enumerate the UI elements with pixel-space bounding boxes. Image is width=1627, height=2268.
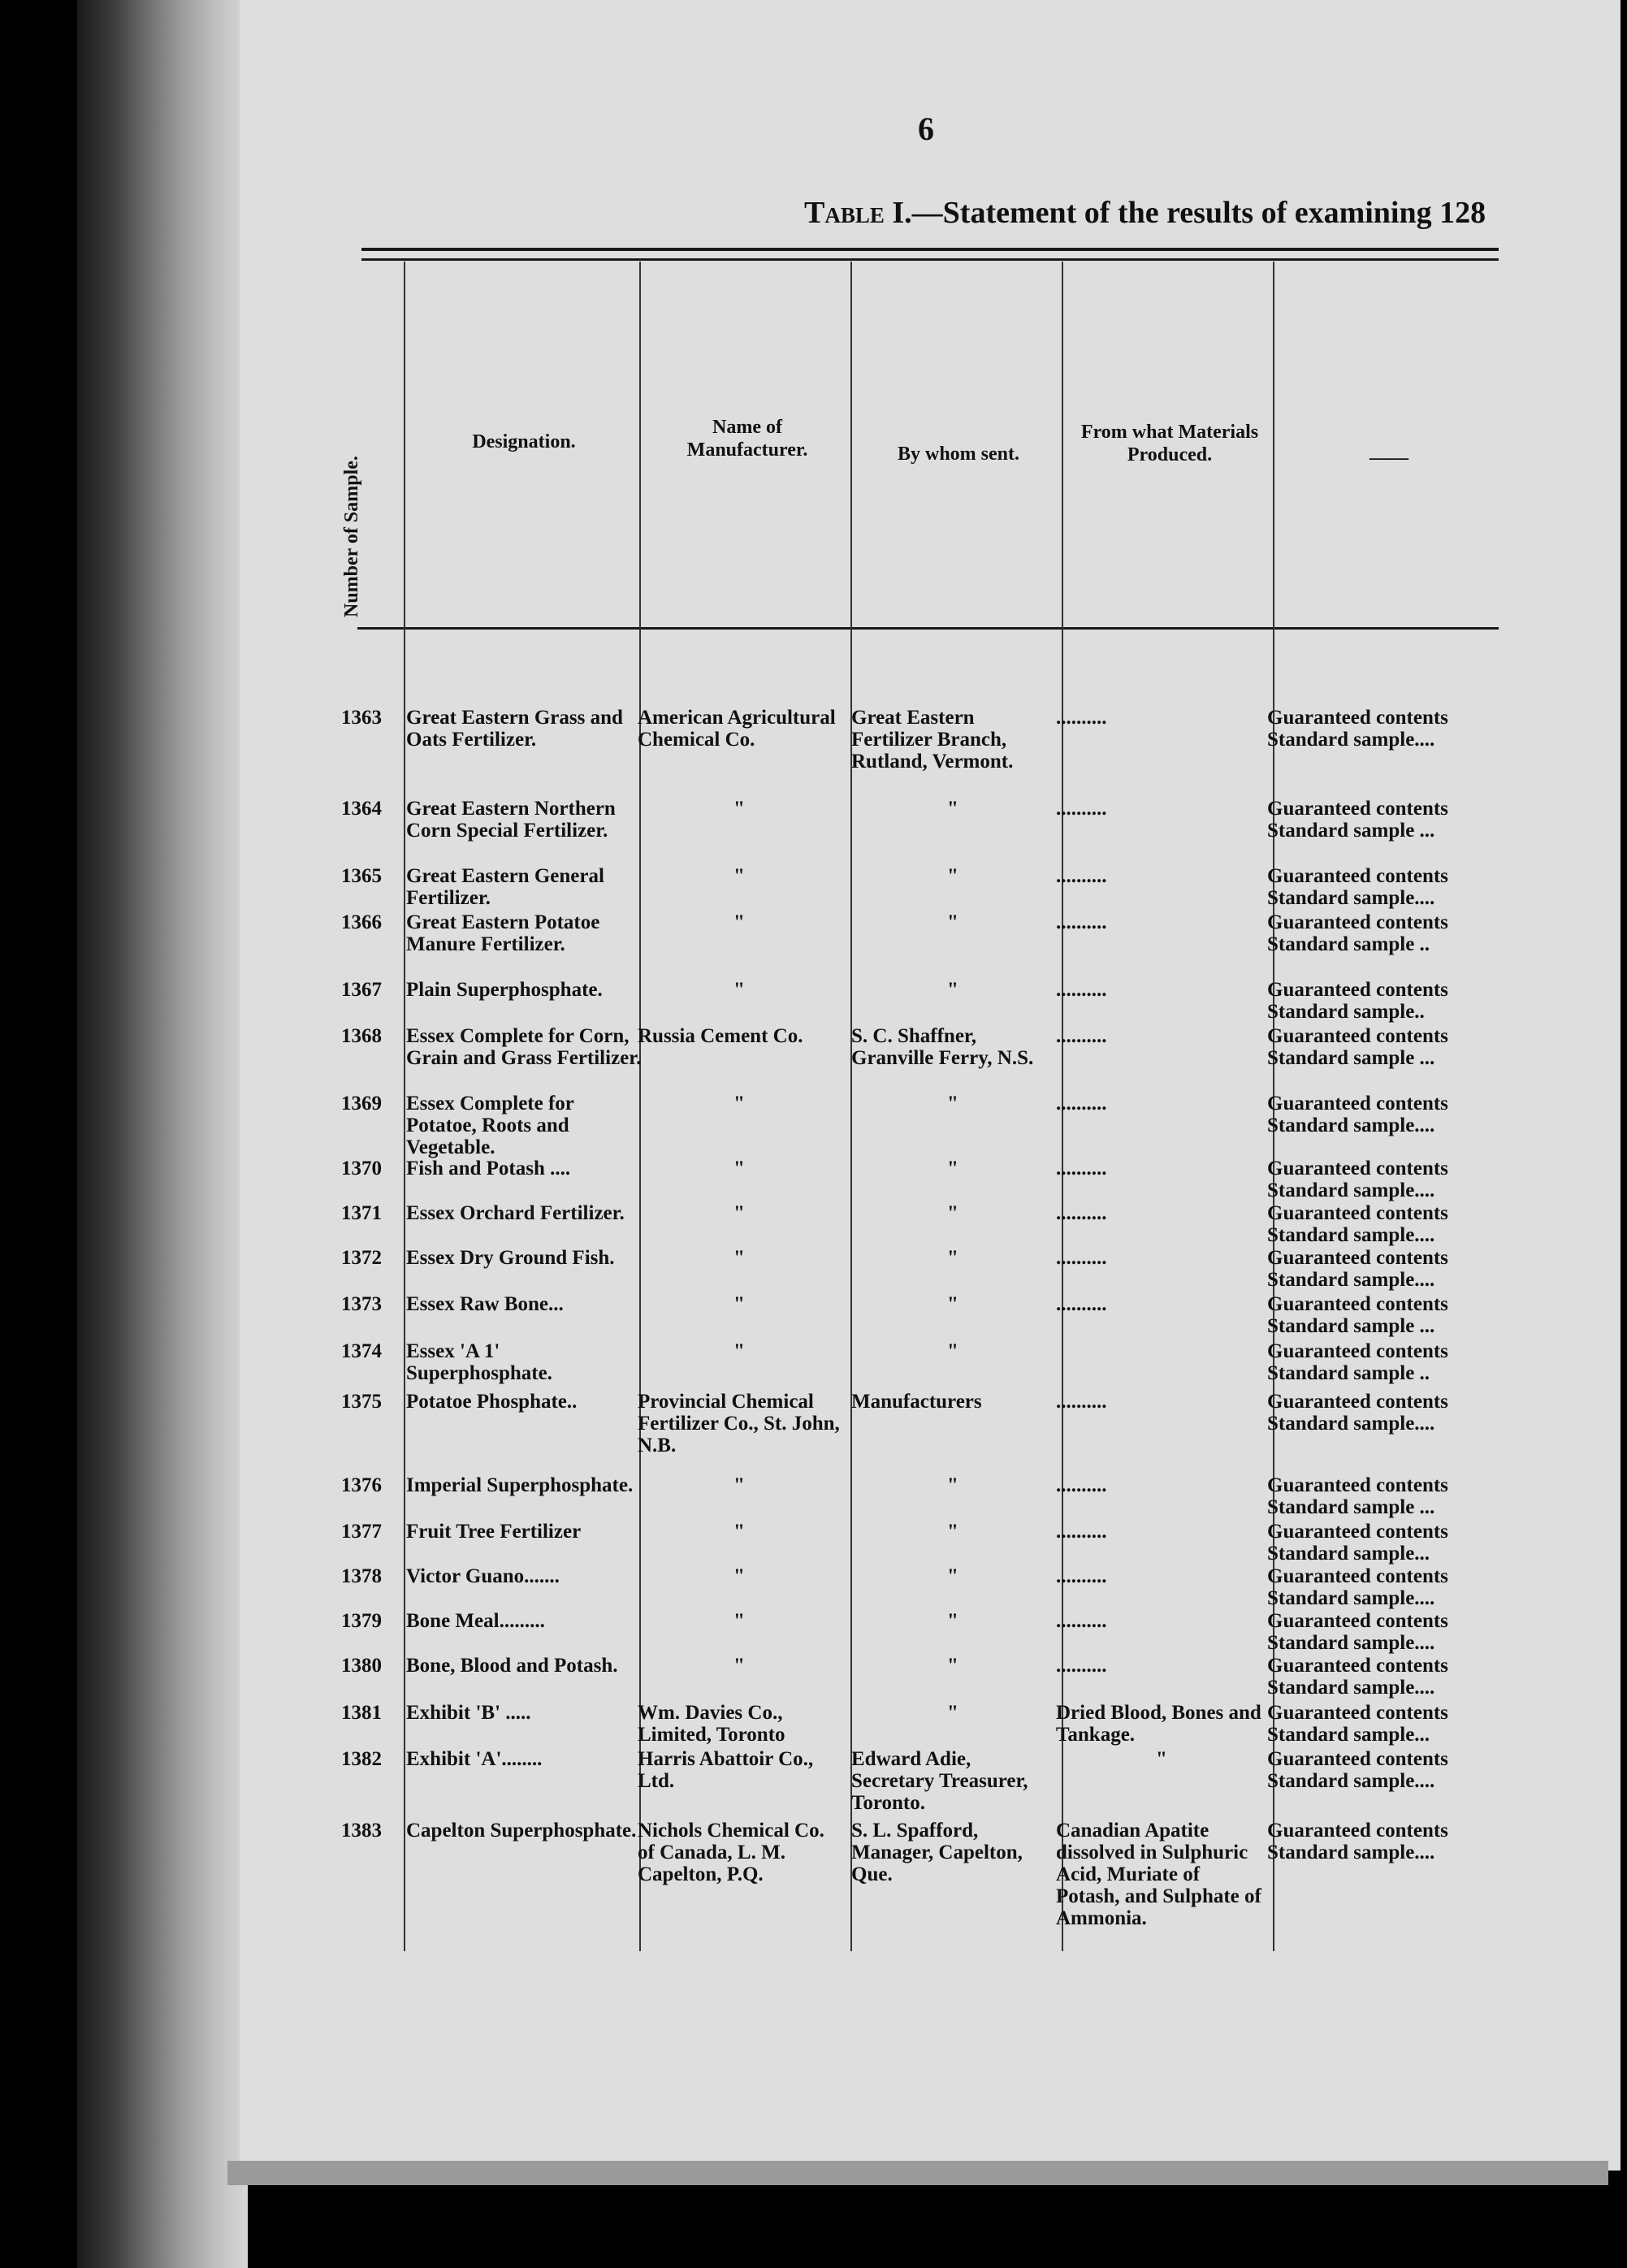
designation-cell: Essex Complete for Corn, Grain and Grass Fertilizer. xyxy=(406,1025,642,1069)
manufacturer-cell: " xyxy=(733,1340,745,1362)
sent-by-cell: " xyxy=(947,1093,958,1115)
designation-cell: Great Eastern Grass and Oats Fertilizer. xyxy=(406,707,623,751)
result-line: Guaranteed contents xyxy=(1267,1202,1448,1224)
header-number: Number of Sample. xyxy=(341,456,362,617)
materials-cell: .......... xyxy=(1056,1610,1107,1632)
materials-cell: " xyxy=(1156,1748,1167,1770)
sample-number: 1367 xyxy=(341,979,382,1001)
manufacturer-cell: " xyxy=(733,1158,745,1179)
sent-by-cell: " xyxy=(947,1610,958,1632)
sent-by-cell: " xyxy=(947,1247,958,1269)
materials-cell: .......... xyxy=(1056,865,1107,887)
header-manufacturer: Name of Manufacturer. xyxy=(686,417,808,461)
result-line: Guaranteed contents xyxy=(1267,1702,1448,1724)
designation-cell: Capelton Superphosphate. xyxy=(406,1820,637,1842)
header-rule-bottom xyxy=(361,258,1499,261)
materials-cell: .......... xyxy=(1056,911,1107,933)
materials-cell: .......... xyxy=(1056,1655,1107,1677)
designation-cell: Exhibit 'B' ..... xyxy=(406,1702,531,1724)
designation-cell: Bone Meal......... xyxy=(406,1610,545,1632)
designation-cell: Bone, Blood and Potash. xyxy=(406,1655,618,1677)
sent-by-cell: " xyxy=(947,1293,958,1315)
materials-cell: .......... xyxy=(1056,979,1107,1001)
materials-cell: .......... xyxy=(1056,1158,1107,1179)
materials-cell: .......... xyxy=(1056,1293,1107,1315)
column-divider xyxy=(404,262,405,1951)
sample-number: 1382 xyxy=(341,1748,382,1770)
manufacturer-cell: Harris Abattoir Co., Ltd. xyxy=(638,1748,814,1792)
result-line: Standard sample.... xyxy=(1267,1224,1435,1246)
sent-by-cell: Manufacturers xyxy=(851,1391,982,1413)
result-line: Standard sample ... xyxy=(1267,1496,1435,1518)
result-line: Guaranteed contents xyxy=(1267,1247,1448,1269)
designation-cell: Fish and Potash .... xyxy=(406,1158,571,1179)
sent-by-cell: " xyxy=(947,1655,958,1677)
manufacturer-cell: " xyxy=(733,979,745,1001)
result-line: Guaranteed contents xyxy=(1267,1025,1448,1047)
result-line: Standard sample.... xyxy=(1267,1179,1435,1201)
table-caption: —Statement of the results of examining 128 xyxy=(911,196,1486,230)
materials-cell: .......... xyxy=(1056,1093,1107,1115)
sent-by-cell: " xyxy=(947,865,958,887)
header-materials: From what Materials Produced. xyxy=(1080,422,1259,465)
result-line: Guaranteed contents xyxy=(1267,979,1448,1001)
sample-number: 1363 xyxy=(341,707,382,729)
materials-cell: .......... xyxy=(1056,1247,1107,1269)
result-line: Guaranteed contents xyxy=(1267,1655,1448,1677)
materials-cell: .......... xyxy=(1056,707,1107,729)
result-line: Standard sample.. xyxy=(1267,1001,1425,1023)
manufacturer-cell: " xyxy=(733,1293,745,1315)
sample-number: 1373 xyxy=(341,1293,382,1315)
result-line: Guaranteed contents xyxy=(1267,1340,1448,1362)
result-line: Standard sample.... xyxy=(1267,729,1435,751)
result-line: Standard sample.... xyxy=(1267,1413,1435,1435)
page-edge xyxy=(227,2161,1608,2185)
designation-cell: Great Eastern General Fertilizer. xyxy=(406,865,604,909)
materials-cell: .......... xyxy=(1056,1025,1107,1047)
manufacturer-cell: Nichols Chemical Co. of Canada, L. M. Capelton, P.Q. xyxy=(638,1820,824,1885)
sample-number: 1369 xyxy=(341,1093,382,1115)
table-label: Table I. xyxy=(804,196,912,230)
sent-by-cell: " xyxy=(947,979,958,1001)
result-line: Standard sample.... xyxy=(1267,1632,1435,1654)
result-line: Guaranteed contents xyxy=(1267,1474,1448,1496)
header-blank: —— xyxy=(1370,448,1408,469)
sent-by-cell: " xyxy=(947,911,958,933)
sent-by-cell: " xyxy=(947,1158,958,1179)
sample-number: 1375 xyxy=(341,1391,382,1413)
result-line: Standard sample .. xyxy=(1267,1362,1430,1384)
result-line: Guaranteed contents xyxy=(1267,1610,1448,1632)
manufacturer-cell: " xyxy=(733,1474,745,1496)
manufacturer-cell: " xyxy=(733,865,745,887)
sample-number: 1379 xyxy=(341,1610,382,1632)
materials-cell: .......... xyxy=(1056,1202,1107,1224)
manufacturer-cell: " xyxy=(733,1565,745,1587)
designation-cell: Essex Dry Ground Fish. xyxy=(406,1247,615,1269)
sent-by-cell: " xyxy=(947,798,958,820)
manufacturer-cell: Wm. Davies Co., Limited, Toronto xyxy=(638,1702,785,1746)
sample-number: 1380 xyxy=(341,1655,382,1677)
sample-number: 1383 xyxy=(341,1820,382,1842)
materials-cell: .......... xyxy=(1056,798,1107,820)
manufacturer-cell: " xyxy=(733,798,745,820)
materials-cell: Dried Blood, Bones and Tankage. xyxy=(1056,1702,1261,1746)
sample-number: 1364 xyxy=(341,798,382,820)
result-line: Guaranteed contents xyxy=(1267,707,1448,729)
header-separator xyxy=(357,627,1499,630)
header-designation: Designation. xyxy=(472,431,576,452)
result-line: Standard sample.... xyxy=(1267,1115,1435,1136)
designation-cell: Plain Superphosphate. xyxy=(406,979,603,1001)
sent-by-cell: " xyxy=(947,1702,958,1724)
sent-by-cell: Edward Adie, Secretary Treasurer, Toronto. xyxy=(851,1748,1028,1814)
result-line: Guaranteed contents xyxy=(1267,1521,1448,1543)
result-line: Guaranteed contents xyxy=(1267,1158,1448,1179)
designation-cell: Fruit Tree Fertilizer xyxy=(406,1521,582,1543)
designation-cell: Victor Guano....... xyxy=(406,1565,560,1587)
result-line: Standard sample .. xyxy=(1267,933,1430,955)
result-line: Standard sample... xyxy=(1267,1724,1430,1746)
sample-number: 1376 xyxy=(341,1474,382,1496)
result-line: Standard sample.... xyxy=(1267,1677,1435,1699)
result-line: Guaranteed contents xyxy=(1267,1093,1448,1115)
result-line: Standard sample ... xyxy=(1267,1315,1435,1337)
sample-number: 1378 xyxy=(341,1565,382,1587)
result-line: Standard sample ... xyxy=(1267,820,1435,842)
sample-number: 1371 xyxy=(341,1202,382,1224)
sample-number: 1381 xyxy=(341,1702,382,1724)
sent-by-cell: S. C. Shaffner, Granville Ferry, N.S. xyxy=(851,1025,1034,1069)
result-line: Standard sample.... xyxy=(1267,887,1435,909)
table-title xyxy=(804,195,1486,231)
manufacturer-cell: American Agricultural Chemical Co. xyxy=(638,707,836,751)
sample-number: 1377 xyxy=(341,1521,382,1543)
header-rule-top xyxy=(361,248,1499,251)
page-number: 6 xyxy=(918,110,934,147)
sent-by-cell: " xyxy=(947,1474,958,1496)
designation-cell: Great Eastern Northern Corn Special Fertilizer. xyxy=(406,798,616,842)
result-line: Guaranteed contents xyxy=(1267,1391,1448,1413)
result-line: Guaranteed contents xyxy=(1267,865,1448,887)
manufacturer-cell: " xyxy=(733,1247,745,1269)
designation-cell: Essex Orchard Fertilizer. xyxy=(406,1202,625,1224)
materials-cell: .......... xyxy=(1056,1474,1107,1496)
sample-number: 1366 xyxy=(341,911,382,933)
sample-number: 1370 xyxy=(341,1158,382,1179)
materials-cell: .......... xyxy=(1056,1565,1107,1587)
manufacturer-cell: " xyxy=(733,1655,745,1677)
sample-number: 1372 xyxy=(341,1247,382,1269)
designation-cell: Essex Raw Bone... xyxy=(406,1293,564,1315)
sent-by-cell: Great Eastern Fertilizer Branch, Rutland, Vermont. xyxy=(851,707,1014,773)
designation-cell: Exhibit 'A'........ xyxy=(406,1748,543,1770)
result-line: Standard sample.... xyxy=(1267,1269,1435,1291)
sample-number: 1368 xyxy=(341,1025,382,1047)
result-line: Standard sample ... xyxy=(1267,1047,1435,1069)
result-line: Guaranteed contents xyxy=(1267,798,1448,820)
designation-cell: Essex Complete for Potatoe, Roots and Vegetable. xyxy=(406,1093,574,1158)
result-line: Guaranteed contents xyxy=(1267,911,1448,933)
manufacturer-cell: Provincial Chemical Fertilizer Co., St. John, N.B. xyxy=(638,1391,840,1456)
designation-cell: Potatoe Phosphate.. xyxy=(406,1391,578,1413)
result-line: Standard sample.... xyxy=(1267,1770,1435,1792)
manufacturer-cell: " xyxy=(733,1610,745,1632)
sent-by-cell: S. L. Spafford, Manager, Capelton, Que. xyxy=(851,1820,1023,1885)
manufacturer-cell: " xyxy=(733,1202,745,1224)
sent-by-cell: " xyxy=(947,1340,958,1362)
result-line: Guaranteed contents xyxy=(1267,1748,1448,1770)
materials-cell: .......... xyxy=(1056,1391,1107,1413)
book-binding xyxy=(77,0,248,2268)
header-sent-by: By whom sent. xyxy=(897,444,1019,465)
designation-cell: Imperial Superphosphate. xyxy=(406,1474,634,1496)
manufacturer-cell: Russia Cement Co. xyxy=(638,1025,803,1047)
materials-cell: Canadian Apatite dissolved in Sulphuric Acid, Muriate of Potash, and Sulphate of Ammonia. xyxy=(1056,1820,1261,1929)
sent-by-cell: " xyxy=(947,1521,958,1543)
result-line: Guaranteed contents xyxy=(1267,1565,1448,1587)
result-line: Guaranteed contents xyxy=(1267,1293,1448,1315)
result-line: Guaranteed contents xyxy=(1267,1820,1448,1842)
sample-number: 1365 xyxy=(341,865,382,887)
designation-cell: Essex 'A 1' Superphosphate. xyxy=(406,1340,552,1384)
designation-cell: Great Eastern Potatoe Manure Fertilizer. xyxy=(406,911,600,955)
sent-by-cell: " xyxy=(947,1565,958,1587)
manufacturer-cell: " xyxy=(733,911,745,933)
manufacturer-cell: " xyxy=(733,1521,745,1543)
materials-cell: .......... xyxy=(1056,1521,1107,1543)
sample-number: 1374 xyxy=(341,1340,382,1362)
result-line: Standard sample.... xyxy=(1267,1842,1435,1863)
sent-by-cell: " xyxy=(947,1202,958,1224)
result-line: Standard sample.... xyxy=(1267,1587,1435,1609)
manufacturer-cell: " xyxy=(733,1093,745,1115)
result-line: Standard sample... xyxy=(1267,1543,1430,1565)
